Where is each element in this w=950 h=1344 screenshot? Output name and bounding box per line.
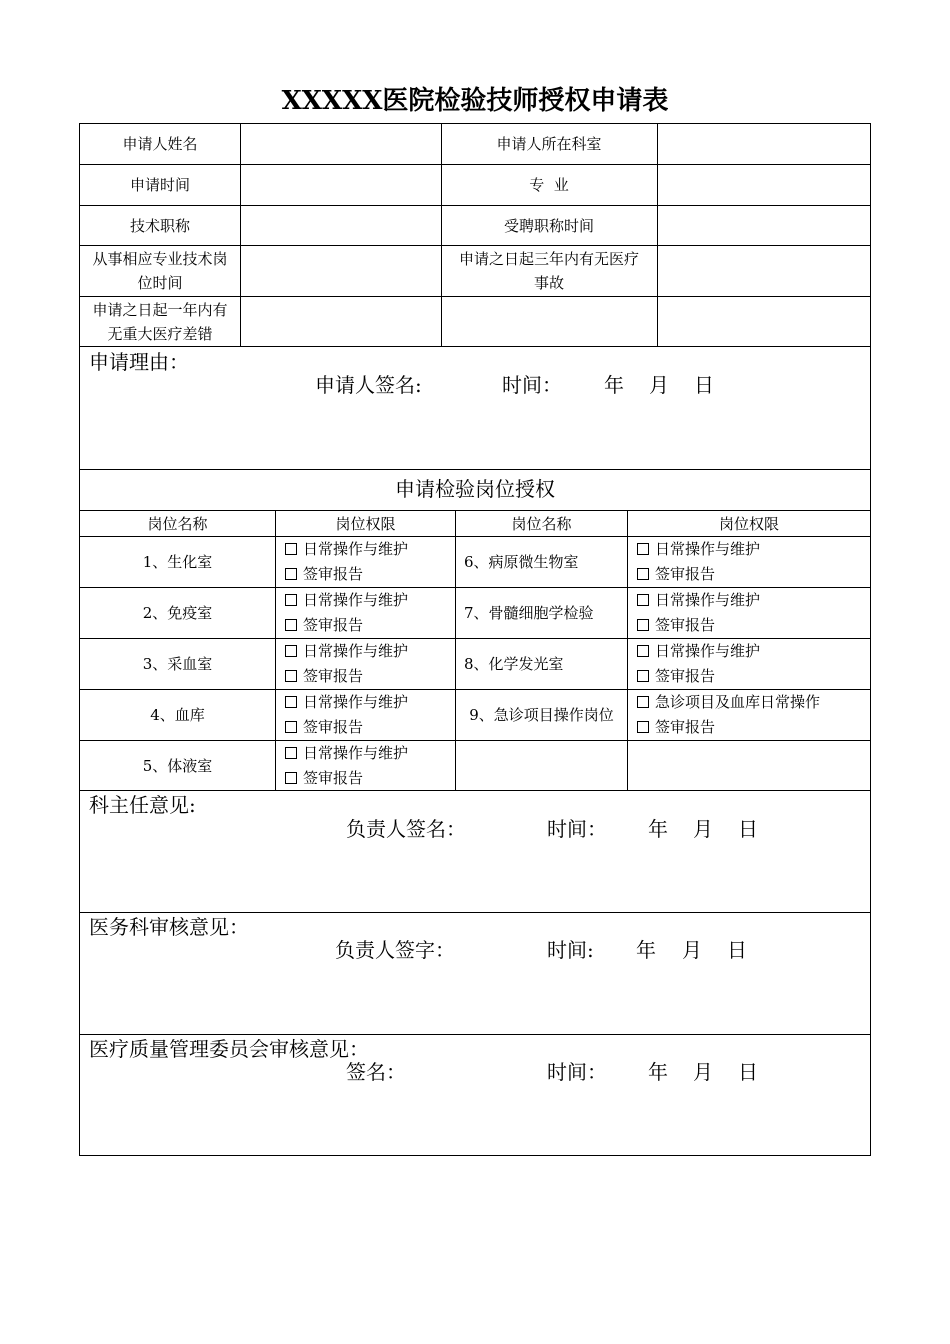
option-label: 签审报告 [303, 616, 364, 634]
post-name: 9、急诊项目操作岗位 [469, 706, 614, 724]
checkbox-icon[interactable] [285, 696, 297, 708]
checkbox-icon[interactable] [637, 670, 649, 682]
post-name: 3、采血室 [142, 655, 213, 673]
appointment-date-field[interactable] [658, 206, 870, 245]
checkbox-icon[interactable] [637, 721, 649, 733]
medical-affairs-time-label: 时间: [547, 938, 594, 962]
option-label: 签审报告 [303, 565, 364, 583]
option-label: 签审报告 [303, 667, 364, 685]
option-label: 日常操作与维护 [303, 642, 409, 660]
major-error-label: 申请之日起一年内有无重大医疗差错 [92, 300, 228, 343]
permission-option[interactable] [637, 690, 820, 715]
medical-accident-label: 申请之日起三年内有无医疗事故 [458, 250, 639, 292]
permission-option[interactable] [637, 715, 715, 740]
checkbox-icon[interactable] [637, 568, 649, 580]
section-divider [80, 1034, 870, 1035]
department-label: 申请人所在科室 [496, 135, 602, 153]
post-name: 5、体液室 [142, 756, 213, 775]
post-name: 6、病原微生物室 [464, 553, 579, 571]
post-name [456, 741, 627, 790]
post-name: 8、化学发光室 [464, 655, 564, 673]
checkbox-icon[interactable] [285, 619, 297, 631]
checkbox-icon[interactable] [637, 696, 649, 708]
checkbox-icon[interactable] [637, 619, 649, 631]
director-time-label: 时间： [547, 817, 607, 841]
permission-option[interactable] [285, 537, 408, 562]
checkbox-icon[interactable] [637, 543, 649, 555]
permission-option[interactable] [285, 588, 408, 613]
specialty-field[interactable] [658, 165, 870, 205]
permission-option[interactable] [637, 639, 760, 664]
option-label: 日常操作与维护 [655, 540, 761, 558]
applicant-signature-label: 申请人签名: [315, 373, 422, 397]
checkbox-icon[interactable] [285, 772, 297, 784]
medical-affairs-month: 月 [682, 938, 702, 962]
medical-affairs-signature-label: 负责人签字： [335, 938, 455, 962]
work-duration-field[interactable] [241, 246, 441, 296]
checkbox-icon[interactable] [285, 721, 297, 733]
director-opinion-label: 科主任意见: [89, 793, 196, 817]
header-post-permission: 岗位权限 [335, 514, 396, 533]
option-label: 日常操作与维护 [303, 744, 409, 762]
tech-title-field[interactable] [241, 206, 441, 245]
director-year: 年 [648, 817, 668, 841]
row-divider [80, 346, 870, 347]
reason-day: 日 [694, 373, 714, 397]
permission-option[interactable] [285, 613, 363, 638]
checkbox-icon[interactable] [285, 747, 297, 759]
medical-affairs-label: 医务科审核意见： [89, 915, 249, 939]
quality-committee-day: 日 [738, 1060, 758, 1084]
option-label: 日常操作与维护 [303, 693, 409, 711]
permission-option[interactable] [285, 562, 363, 587]
option-label: 签审报告 [303, 718, 364, 736]
permission-option[interactable] [637, 664, 715, 689]
option-label: 日常操作与维护 [655, 591, 761, 609]
post-name: 4、血库 [150, 706, 205, 724]
permission-option[interactable] [285, 741, 408, 766]
section-divider [80, 912, 870, 913]
option-label: 日常操作与维护 [655, 642, 761, 660]
permission-option[interactable] [285, 715, 363, 740]
work-duration-label: 从事相应专业技术岗位时间 [92, 250, 228, 292]
checkbox-icon[interactable] [285, 594, 297, 606]
form-title: XXXXX医院检验技师授权申请表 [281, 86, 669, 116]
applicant-name-field[interactable] [241, 124, 441, 164]
permission-option[interactable] [637, 537, 760, 562]
post-name: 7、骨髓细胞学检验 [464, 604, 594, 622]
post-name: 2、免疫室 [142, 604, 213, 622]
specialty-label: 专 业 [529, 176, 569, 194]
reason-label: 申请理由： [89, 350, 189, 374]
post-name: 1、生化室 [142, 553, 213, 571]
application-form [79, 123, 871, 1156]
column-divider [275, 510, 276, 790]
option-label: 签审报告 [655, 565, 716, 583]
option-label: 签审报告 [655, 616, 716, 634]
option-label: 日常操作与维护 [303, 540, 409, 558]
appointment-date-label: 受聘职称时间 [503, 216, 594, 235]
header-post-permission: 岗位权限 [718, 514, 779, 533]
quality-committee-month: 月 [693, 1060, 713, 1084]
major-error-field[interactable] [241, 297, 441, 346]
authorization-heading: 申请检验岗位授权 [395, 477, 555, 501]
reason-year: 年 [604, 373, 624, 397]
quality-committee-time-label: 时间： [547, 1060, 607, 1084]
option-label: 日常操作与维护 [303, 591, 409, 609]
checkbox-icon[interactable] [637, 645, 649, 657]
quality-committee-year: 年 [648, 1060, 668, 1084]
option-label: 急诊项目及血库日常操作 [655, 693, 821, 711]
director-day: 日 [738, 817, 758, 841]
director-month: 月 [693, 817, 713, 841]
department-field[interactable] [658, 124, 870, 164]
empty-permission-cell [628, 741, 870, 790]
medical-accident-field[interactable] [658, 246, 870, 296]
medical-affairs-year: 年 [636, 938, 656, 962]
permission-option[interactable] [637, 613, 715, 638]
option-label: 签审报告 [303, 769, 364, 787]
permission-option[interactable] [285, 639, 408, 664]
section-divider [80, 790, 870, 791]
checkbox-icon[interactable] [285, 568, 297, 580]
checkbox-icon[interactable] [637, 594, 649, 606]
director-signature-label: 负责人签名： [346, 817, 466, 841]
header-post-name: 岗位名称 [147, 514, 208, 533]
permission-option[interactable] [285, 664, 363, 689]
medical-affairs-day: 日 [727, 938, 747, 962]
applicant-name-label: 申请人姓名 [122, 135, 198, 153]
permission-option[interactable] [285, 690, 408, 715]
reason-month: 月 [649, 373, 669, 397]
checkbox-icon[interactable] [285, 670, 297, 682]
checkbox-icon[interactable] [285, 543, 297, 555]
option-label: 签审报告 [655, 667, 716, 685]
permission-option[interactable] [637, 588, 760, 613]
quality-committee-label: 医疗质量管理委员会审核意见： [89, 1037, 369, 1061]
checkbox-icon[interactable] [285, 645, 297, 657]
tech-title-label: 技术职称 [129, 216, 190, 235]
apply-date-label: 申请时间 [129, 176, 190, 194]
quality-committee-signature-label: 签名： [346, 1060, 406, 1084]
permission-option[interactable] [285, 766, 363, 791]
header-post-name: 岗位名称 [511, 514, 572, 533]
apply-date-field[interactable] [241, 165, 441, 205]
reason-time-label: 时间： [502, 373, 562, 397]
empty-cell [441, 297, 657, 346]
permission-option[interactable] [637, 562, 715, 587]
empty-field[interactable] [658, 297, 870, 346]
option-label: 签审报告 [655, 718, 716, 736]
